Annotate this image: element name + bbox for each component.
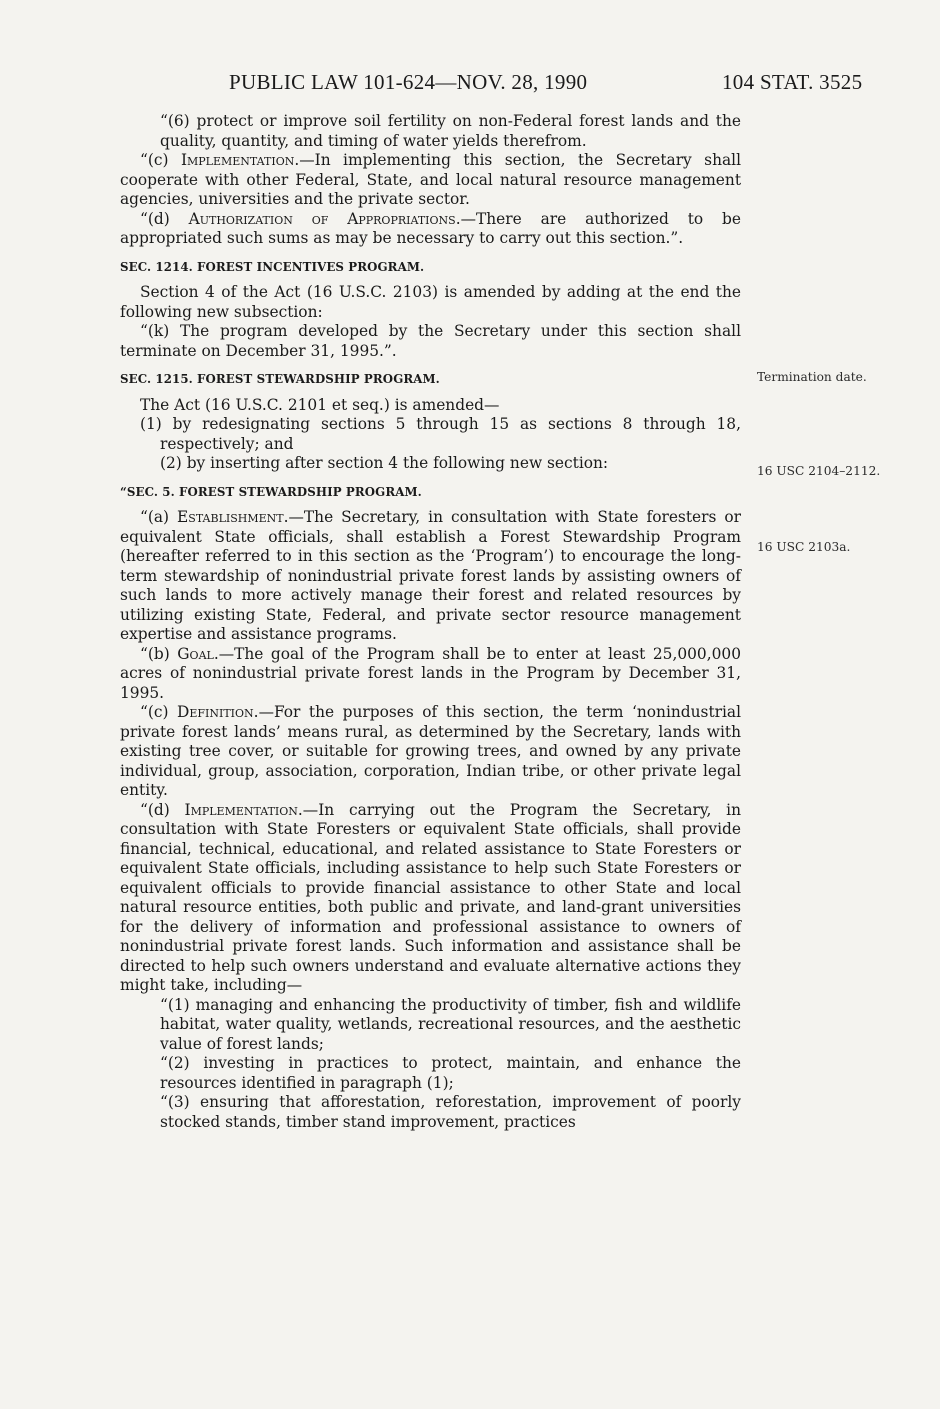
section-heading-5: “SEC. 5. FOREST STEWARDSHIP PROGRAM. — [120, 484, 422, 499]
paragraph-heading: Definition — [177, 703, 254, 721]
paragraph-body: .—For the purposes of this section, the term ‘nonindustrial private forest lands’ means rural, as determined by the Secretary, lands with existing tree cover, or suitable for growing trees, and owned by any private individual, group, association, corporation, Indian tribe, or other private legal entity. — [120, 703, 742, 799]
paragraph-b-goal — [120, 645, 741, 704]
paragraph-heading: Implementation — [184, 800, 298, 819]
paragraph-body: .—The goal of the Program shall be to enter at least 25,000,000 acres of nonindustrial private forest lands in the Program by December 31, 1995. — [120, 644, 741, 702]
page-header-stat: 104 STAT. 3525 — [722, 70, 863, 94]
paragraph-k-termination: “(k) The program developed by the Secretary under this section shall terminate on December 31, 1995.”. — [120, 322, 741, 360]
paragraph-label: “(b) — [140, 644, 178, 663]
paragraph-6: “(6) protect or improve soil fertility on non-Federal forest lands and the quality, quantity, and timing of water yields therefrom. — [160, 112, 741, 150]
paragraph-c-implementation — [120, 151, 741, 210]
paragraph-body: .—In carrying out the Program the Secretary, in consultation with State Foresters or equivalent State officials, shall provide financial, technical, educational, and related assistance to State Foresters or equivalent State officials, including assistance to help such State Foresters or equivalent officials to provide financial assistance to other State and local natural resource entities, both public and private, and land-grant universities for the delivery of information and professional assistance to owners of nonindustrial private forest lands. Such information and assistance shall be directed to help such owners understand and evaluate alternative actions they might take, including— — [120, 800, 741, 994]
paragraph-heading: Establishment — [177, 508, 284, 526]
margin-note-usc-2103a: 16 USC 2103a. — [757, 540, 851, 554]
paragraph-body: .—The Secretary, in consultation with State foresters or equivalent State officials, shall establish a Forest Stewardship Program (hereafter referred to in this section as the ‘Program’) to encourage the long-term stewardship of nonindustrial private forest lands by assisting owners of such lands to more actively manage their forest and related resources by utilizing existing State, Federal, and private sector resource management expertise and assistance programs. — [120, 508, 741, 643]
paragraph-1-managing: “(1) managing and enhancing the productivity of timber, fish and wildlife habitat, water quality, wetlands, recreational resources, and the aesthetic value of forest lands; — [160, 995, 741, 1053]
paragraph-inserting: (2) by inserting after section 4 the following new section: — [160, 454, 609, 472]
page-header-title: PUBLIC LAW 101-624—NOV. 28, 1990 — [229, 70, 588, 94]
margin-note-termination: Termination date. — [757, 370, 867, 384]
paragraph-label: “(d) — [140, 209, 189, 228]
paragraph-label: “(c) — [140, 151, 181, 169]
paragraph-redesignating: (1) by redesignating sections 5 through 15 as sections 8 through 18, respectively; and — [140, 415, 741, 453]
paragraph-body: .—There are authorized to be appropriated such sums as may be necessary to carry out this section.”. — [120, 209, 741, 247]
paragraph-2-investing: “(2) investing in practices to protect, maintain, and enhance the resources identified in paragraph (1); — [160, 1054, 741, 1092]
paragraph-heading: Implementation — [180, 151, 295, 169]
paragraph-c-definition — [120, 703, 741, 801]
paragraph-act-amended: The Act (16 U.S.C. 2101 et seq.) is amended— — [140, 395, 500, 414]
margin-note-usc-2104: 16 USC 2104–2112. — [757, 464, 881, 478]
body-text — [120, 112, 741, 1132]
paragraph-sec4-amend: Section 4 of the Act (16 U.S.C. 2103) is amended by adding at the end the following new subsection: — [120, 283, 741, 321]
paragraph-a-establishment — [120, 508, 741, 645]
paragraph-label: “(d) — [140, 800, 185, 819]
paragraph-heading: Goal — [177, 644, 214, 663]
paragraph-label: “(a) — [140, 508, 178, 526]
paragraph-d-authorization — [120, 210, 741, 249]
paragraph-d-implementation — [120, 801, 741, 996]
paragraph-heading: Authorization of Appropriations — [188, 209, 456, 228]
section-heading-1214: SEC. 1214. FOREST INCENTIVES PROGRAM. — [120, 259, 425, 274]
paragraph-body: .—In implementing this section, the Secretary shall cooperate with other Federal, State, and local natural resource management agencies, universities and the private sector. — [120, 151, 742, 208]
paragraph-3-ensuring: “(3) ensuring that afforestation, reforestation, improvement of poorly stocked stands, timber stand improvement, practices — [160, 1093, 741, 1131]
section-heading-1215: SEC. 1215. FOREST STEWARDSHIP PROGRAM. — [120, 372, 440, 386]
paragraph-label: “(c) — [140, 703, 178, 721]
